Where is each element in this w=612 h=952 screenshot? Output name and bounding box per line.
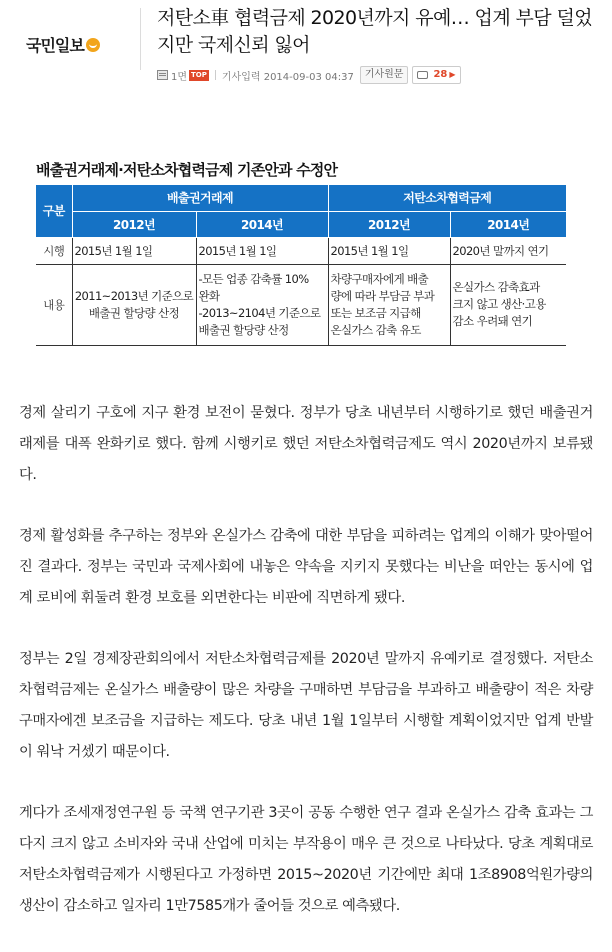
smile-logo-icon [86, 38, 100, 52]
table-year-row [36, 211, 566, 237]
category-header: 구분 [36, 185, 72, 237]
year-header: 2012년 [328, 211, 450, 237]
meta-separator [215, 70, 216, 80]
infographic [34, 155, 566, 360]
published-date: 기사입력 2014-09-03 04:37 [221, 71, 354, 83]
year-header: 2014년 [450, 211, 566, 237]
newspaper-logo[interactable] [26, 33, 100, 56]
logo-text: 국민일보 [26, 36, 84, 55]
table-cell [450, 264, 566, 345]
table-cell [196, 264, 328, 345]
article-title: 저탄소車 협력금제 2020년까지 유예… 업계 부담 덜었지만 국제신뢰 잃어 [157, 7, 592, 56]
cell-line: 량에 따라 부담금 부과 [330, 288, 435, 303]
page-number: 1면 [171, 71, 188, 83]
comparison-table [36, 185, 566, 346]
article-paragraph: 경제 살리기 구호에 지구 환경 보전이 묻혔다. 정부가 당초 내년부터 시행하기로 했던 배출권거래제를 대폭 완화키로 했다. 함께 시행키로 했던 저탄소차협력금제도 역시 2020년까지 보류됐다. [19, 405, 593, 483]
header-divider [140, 8, 141, 70]
cell-line: 또는 보조금 지급해 [330, 305, 421, 320]
article-paragraph: 정부는 2일 경제장관회의에서 저탄소차협력금제를 2020년 말까지 유예키로 결정했다. 저탄소차협력금제는 온실가스 배출량이 많은 차량을 구매하면 부담금을 부과하고 배출량이 적은 차량 구매자에겐 보조금을 지급하는 제도다. 당초 내년 1월 1일부터 시행할 계획이었지만 업계 반발이 워낙 거셌기 때문이다. [19, 651, 593, 760]
article-meta [157, 66, 461, 84]
newspaper-page-icon [157, 70, 168, 80]
chevron-right-icon: ▶ [449, 70, 456, 79]
article-header [0, 0, 612, 92]
row-label: 시행 [36, 237, 72, 264]
comment-count: 28 [433, 69, 448, 80]
cell-line: 배출권 할당량 산정 [88, 305, 180, 320]
article-paragraph: 게다가 조세재정연구원 등 국책 연구기관 3곳이 공동 수행한 연구 결과 온실가스 감축 효과는 그다지 크지 않고 소비자와 국내 산업에 미치는 부작용이 매우 큰 것으로 나타났다. 당초 계획대로 저탄소차협력금제가 시행된다고 가정하면 2015~2020년 기간에만 최대 1조8908억원가량의 생산이 감소하고 일자리 1만7585개가 줄어들 것으로 예측됐다. [19, 805, 593, 914]
cell-line: -모든 업종 감축률 10% [198, 271, 309, 286]
cell-line: 차량구매자에게 배출 [330, 271, 429, 286]
row-label: 내용 [36, 264, 72, 345]
cell-line: 온실가스 감축 유도 [330, 322, 421, 337]
table-cell: 2020년 말까지 연기 [450, 237, 566, 264]
infographic-title: 배출권거래제·저탄소차협력금제 기존안과 수정안 [36, 161, 338, 179]
table-header-row [36, 185, 566, 211]
cell-line: 완화 [198, 288, 220, 303]
table-row [36, 264, 566, 345]
table-cell: 2015년 1월 1일 [328, 237, 450, 264]
year-header: 2012년 [72, 211, 196, 237]
cell-line: 배출권 할당량 산정 [198, 322, 289, 337]
table-cell: 2015년 1월 1일 [72, 237, 196, 264]
cell-line: -2013~2104년 기준으로 [198, 305, 321, 320]
cell-line: 감소 우려돼 연기 [452, 314, 533, 328]
table-cell [328, 264, 450, 345]
table-row [36, 237, 566, 264]
original-article-button[interactable]: 기사원문 [360, 66, 409, 84]
table-cell [72, 264, 196, 345]
comment-bubble-icon [417, 71, 428, 79]
group-header-low-carbon-car: 저탄소차협력금제 [328, 185, 566, 211]
year-header: 2014년 [196, 211, 328, 237]
cell-line: 온실가스 감축효과 [452, 280, 540, 294]
group-header-emissions-trading: 배출권거래제 [72, 185, 328, 211]
article-body [19, 398, 593, 952]
article-paragraph: 경제 활성화를 추구하는 정부와 온실가스 감축에 대한 부담을 피하려는 업계의 이해가 맞아떨어진 결과다. 정부는 국민과 국제사회에 내놓은 약속을 지키지 못했다는 비난을 떠안는 동시에 업계 로비에 휘둘려 환경 보호를 외면한다는 비판에 직면하게 됐다. [19, 528, 593, 606]
cell-line: 2011~2013년 기준으로 [74, 288, 194, 303]
cell-line: 크지 않고 생산·고용 [452, 297, 546, 311]
table-cell: 2015년 1월 1일 [196, 237, 328, 264]
comment-button[interactable] [412, 66, 460, 84]
top-badge: TOP [191, 70, 207, 79]
